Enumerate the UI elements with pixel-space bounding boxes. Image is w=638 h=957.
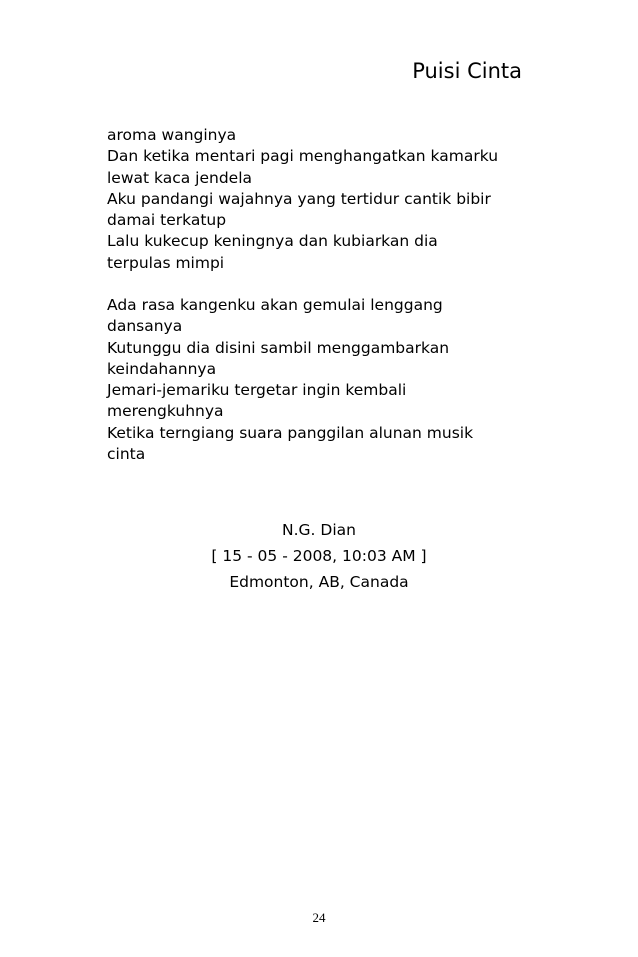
written-datetime: [ 15 - 05 - 2008, 10:03 AM ] — [211, 547, 427, 565]
poem-line: Kutunggu dia disini sambil menggambarkan — [107, 338, 450, 357]
poem-stanza-2 — [107, 295, 527, 465]
poem-line: merengkuhnya — [107, 402, 224, 421]
poem-line: aroma wanginya — [107, 126, 237, 144]
poem-line: Ada rasa kangenku akan gemulai lenggang — [107, 296, 443, 314]
poem-signature — [0, 517, 638, 595]
poem-line: Ketika terngiang suara panggilan alunan musik — [107, 423, 474, 442]
poem-line: Jemari-jemariku tergetar ingin kembali — [107, 381, 407, 400]
page-header-title: Puisi Cinta — [412, 59, 522, 83]
poem-line: keindahannya — [107, 359, 217, 378]
poem-line: damai terkatup — [107, 211, 227, 230]
poem-line: Dan ketika mentari pagi menghangatkan kamarku — [107, 147, 499, 166]
poem-line: lewat kaca jendela — [107, 168, 253, 187]
author-name: N.G. Dian — [282, 521, 356, 539]
poem-line: cinta — [107, 445, 146, 464]
poem-line: Lalu kukecup keningnya dan kubiarkan dia — [107, 232, 438, 251]
page-number: 24 — [312, 910, 326, 925]
poem-line: terpulas mimpi — [107, 253, 225, 272]
written-location: Edmonton, AB, Canada — [229, 573, 409, 591]
poem-line: dansanya — [107, 317, 183, 336]
poem-stanza-1 — [107, 125, 527, 274]
poem-line: Aku pandangi wajahnya yang tertidur cantik bibir — [107, 189, 491, 208]
